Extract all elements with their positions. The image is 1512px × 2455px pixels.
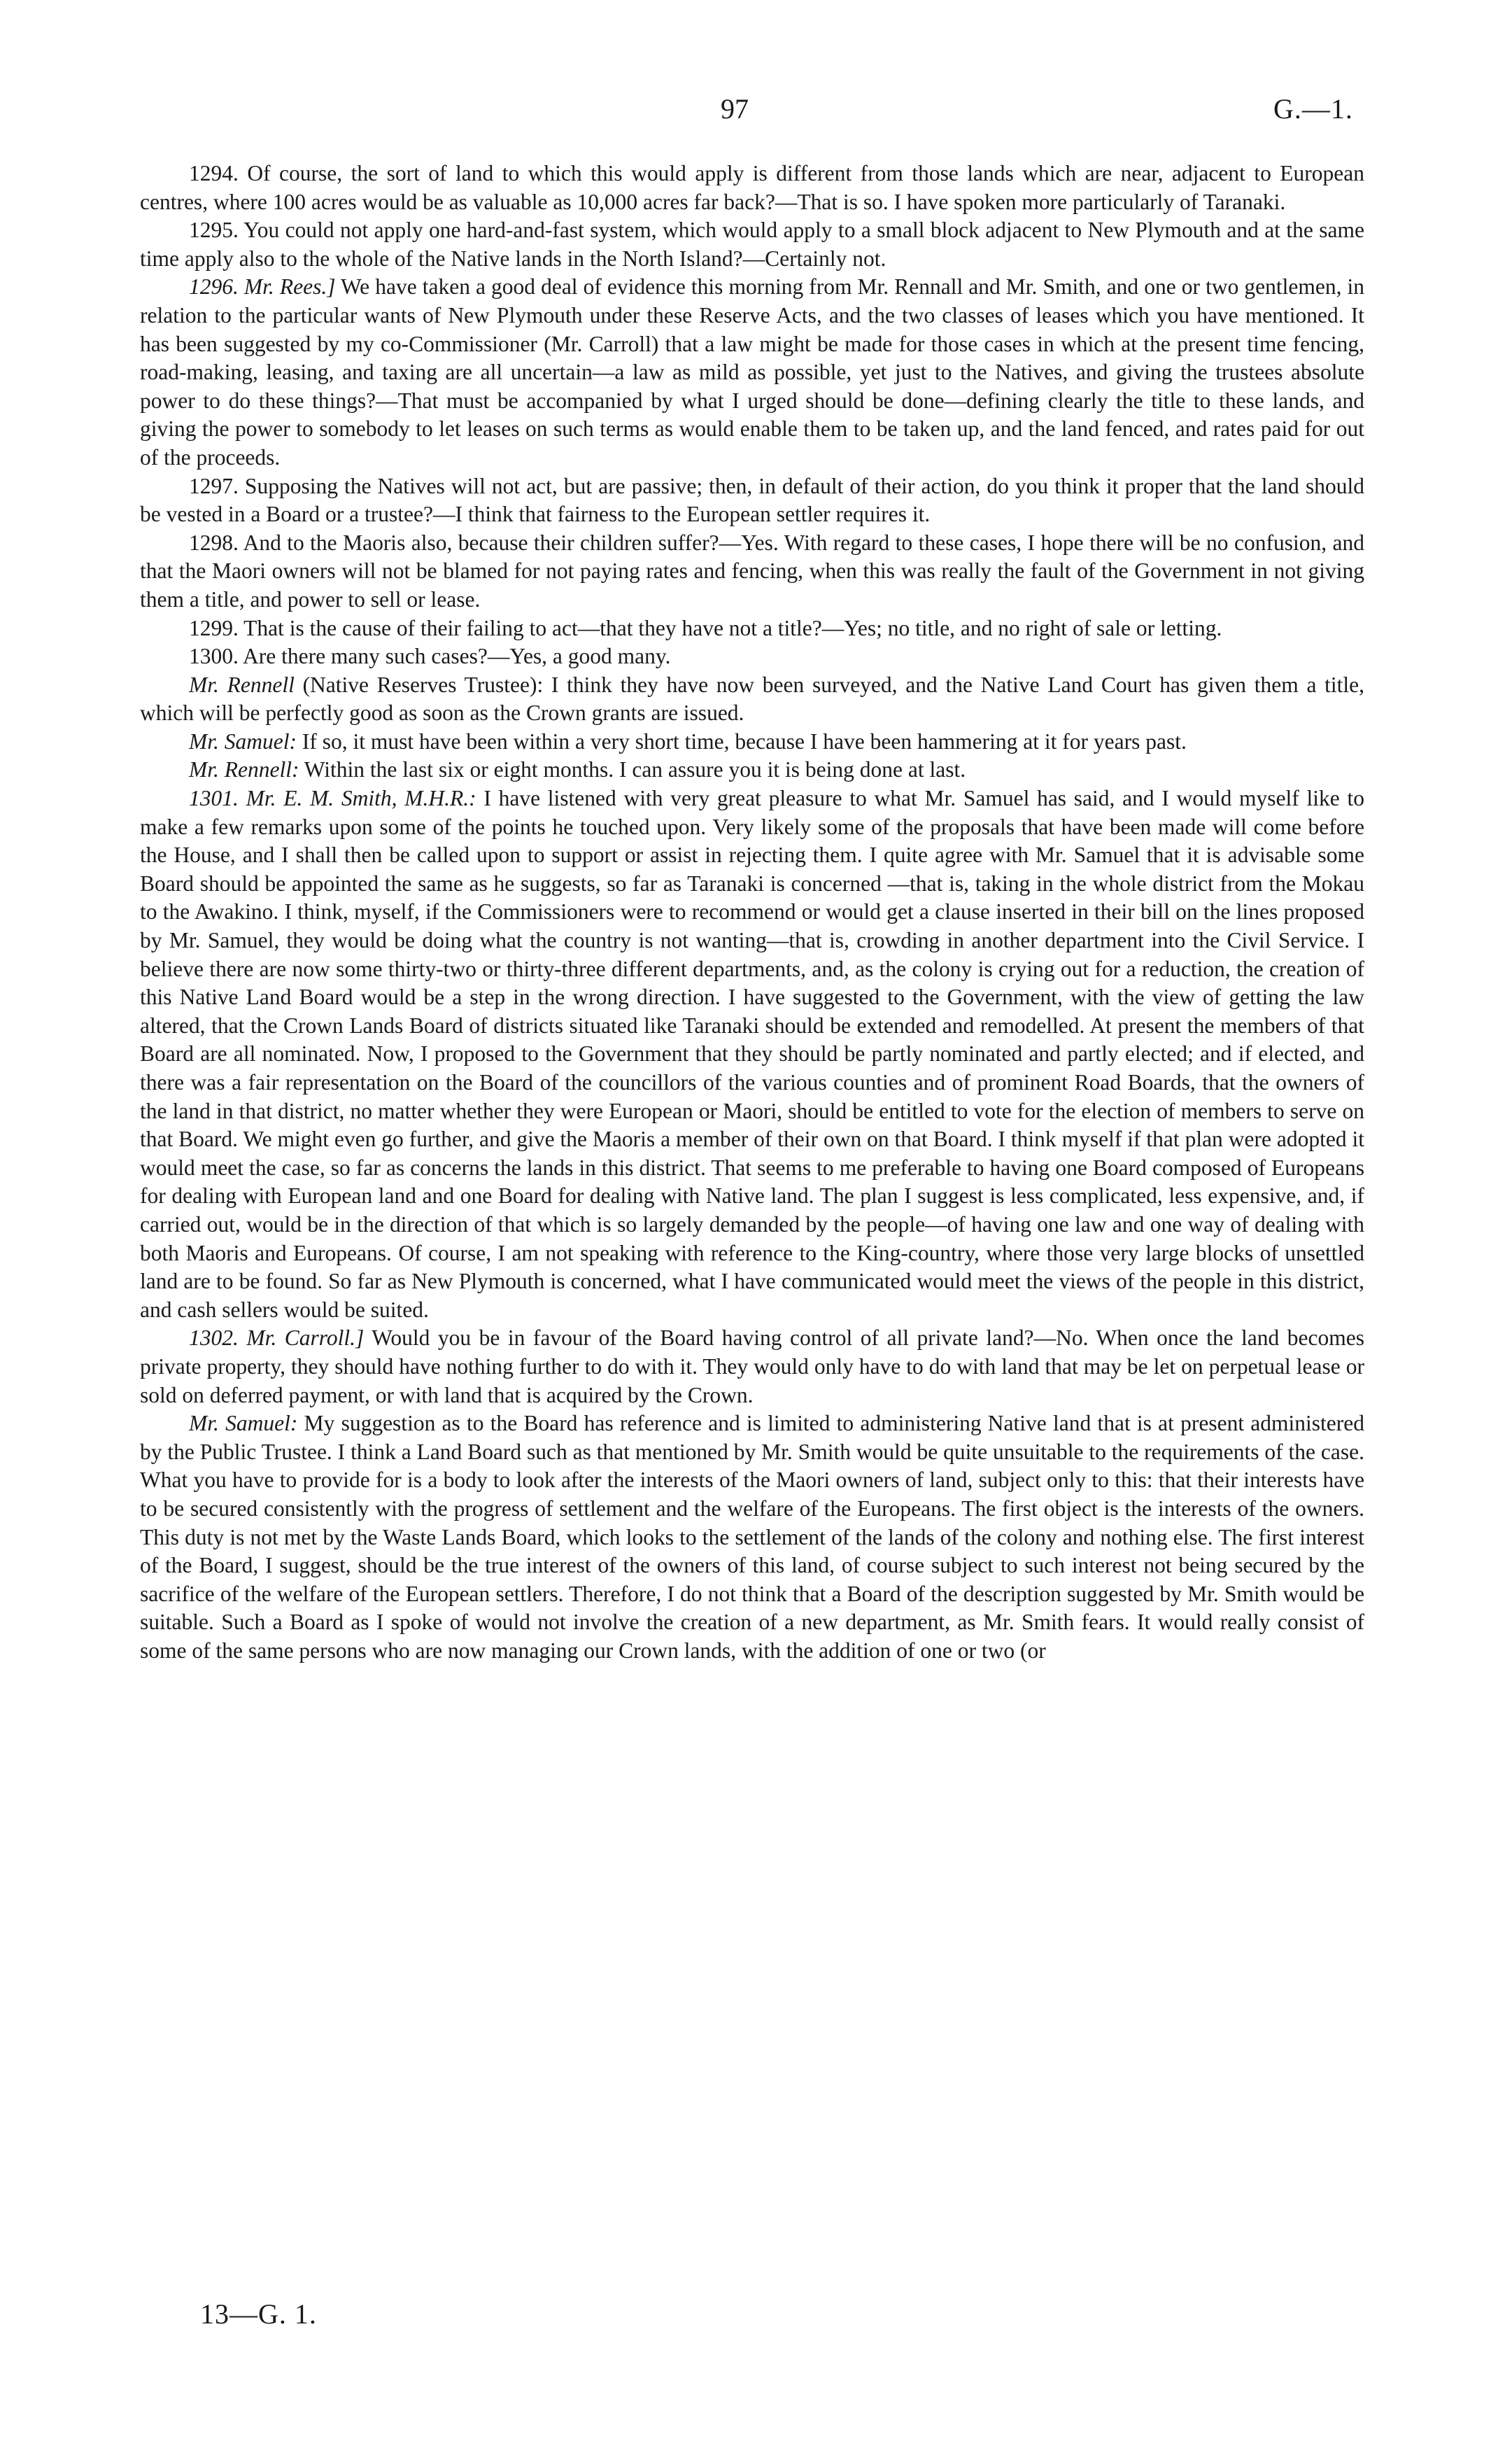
paragraph-text: Within the last six or eight months. I can assure you it is being done at last. [304,757,966,782]
paper-reference: G.—1. [1273,93,1353,125]
page-number: 97 [721,93,749,125]
paragraph [140,1409,1364,1665]
speaker-label: 1302. Mr. Carroll.] [189,1325,365,1351]
paragraph [140,273,1364,472]
paragraph-text: 1299. That is the cause of their failing to act—that they have not a title?—Yes; no title, and no right of sale or letting. [189,615,1222,640]
speaker-label: Mr. Rennell [189,672,295,697]
paragraph-text: (Native Reserves Trustee): I think they have now been surveyed, and the Native Land Court has given them a title, which will be perfectly good as soon as the Crown grants are issued. [140,672,1365,726]
paragraph [140,472,1364,529]
speaker-label: 1296. Mr. Rees.] [189,274,336,300]
paragraph [140,785,1364,1324]
evidence-text [140,160,1364,1665]
paragraph-text: Would you be in favour of the Board having control of all private land?—No. When once the land becomes private property, they should have nothing further to do with it. They would only have to do with land that may be let on perpetual lease or sold on deferred payment, or with land that is acquired by the Crown. [140,1325,1364,1407]
paragraph [140,756,1364,785]
paragraph [140,1324,1364,1409]
paragraph [140,160,1364,216]
paragraph-text: 1294. Of course, the sort of land to which this would apply is different from those lands which are near, adjacent to European centres, where 100 acres would be as valuable as 10,000 acres far back?—That is so. I have spoken more particularly of Taranaki. [140,161,1364,214]
paragraph [140,728,1364,757]
paragraph-text: 1297. Supposing the Natives will not act, but are passive; then, in default of their action, do you think it proper that the land should be vested in a Board or a trustee?—I think that fairness to the European settler requires it. [140,473,1364,527]
paragraph-text: I have listened with very great pleasure to what Mr. Samuel has said, and I would myself like to make a few remarks upon some of the points he touched upon. Very likely some of the proposals that have been made will come before the House, and I shall then be called upon to support or assist in rejecting them. I quite agree with Mr. Samuel that it is advisable some Board should be appointed the same as he suggests, so far as Taranaki is concerned —that is, taking in the whole district from the Mokau to the Awakino. I think, myself, if the Commissioners were to recommend or would get a clause inserted in their bill on the lines proposed by Mr. Samuel, they would be doing what the country is not wanting—that is, crowding in another department into the Civil Service. I believe there are now some thirty-two or thirty-three different departments, and, as the colony is crying out for a reduction, the creation of this Native Land Board would be a step in the wrong direction. I have suggested to the Government, with the view of getting the law altered, that the Crown Lands Board of districts situated like Taranaki should be extended and remodelled. At present the members of that Board are all nominated. Now, I proposed to the Government that they should be partly nominated and partly elected; and if elected, and there was a fair representation on the Board of the councillors of the various counties and of prominent Road Boards, that the owners of the land in that district, no matter whether they were European or Maori, should be entitled to vote for the election of members to serve on that Board. We might even go further, and give the Maoris a member of their own on that Board. I think myself if that plan were adopted it would meet the case, so far as concerns the lands in this district. That seems to me preferable to having one Board composed of Europeans for dealing with European land and one Board for dealing with Native land. The plan I suggest is less complicated, less expensive, and, if carried out, would be in the direction of that which is so largely demanded by the people—of having one law and one way of dealing with both Maoris and Europeans. Of course, I am not speaking with reference to the King-country, where those very large blocks of unsettled land are to be found. So far as New Plymouth is concerned, what I have communicated would meet the views of the people in this district, and cash sellers would be suited. [140,786,1364,1322]
paragraph-text: My suggestion as to the Board has reference and is limited to administering Native land that is at present administered by the Public Trustee. I think a Land Board such as that mentioned by Mr. Smith would be quite unsuitable to the requirements of the case. What you have to provide for is a body to look after the interests of the Maori owners of land, subject only to this: that their interests have to be secured consistently with the progress of settlement and the welfare of the Europeans. The first object is the interests of the owners. This duty is not met by the Waste Lands Board, which looks to the settlement of the lands of the colony and nothing else. The first interest of the Board, I suggest, should be the true interest of the owners of this land, of course subject to such interest not being secured by the sacrifice of the welfare of the European settlers. Therefore, I do not think that a Board of the description suggested by Mr. Smith would be suitable. Such a Board as I spoke of would not involve the creation of a new department, as Mr. Smith fears. It would really consist of some of the same persons who are now managing our Crown lands, with the addition of one or two (or [140,1411,1365,1663]
signature-mark: 13—G. 1. [200,2298,317,2330]
paragraph-text: 1295. You could not apply one hard-and-fast system, which would apply to a small block adjacent to New Plymouth and at the same time apply also to the whole of the Native lands in the North Island?—Certainly not. [140,218,1364,271]
speaker-label: Mr. Samuel: [189,1411,298,1436]
paragraph-text: If so, it must have been within a very short time, because I have been hammering at it for years past. [302,729,1187,754]
paragraph [140,671,1364,728]
paragraph-text: We have taken a good deal of evidence this morning from Mr. Rennall and Mr. Smith, and one or two gentlemen, in relation to the particular wants of New Plymouth under these Reserve Acts, and the two classes of leases which you have mentioned. It has been suggested by my co-Commissioner (Mr. Carroll) that a law might be made for those cases in which at the present time fencing, road-making, leasing, and taxing are all uncertain—a law as mild as possible, yet just to the Natives, and giving the trustees absolute power to do these things?—That must be accompanied by what I urged should be done—defining clearly the title to these lands, and giving the power to somebody to let leases on such terms as would enable them to be taken up, and the land fenced, and rates paid for out of the proceeds. [140,274,1364,470]
paragraph [140,642,1364,671]
speaker-label: Mr. Samuel: [189,729,297,754]
paragraph [140,614,1364,643]
paragraph [140,529,1364,614]
paragraph [140,216,1364,273]
speaker-label: 1301. Mr. E. M. Smith, M.H.R.: [189,786,476,811]
paragraph-text: 1298. And to the Maoris also, because their children suffer?—Yes. With regard to these cases, I hope there will be no confusion, and that the Maori owners will not be blamed for not paying rates and fencing, when this was really the fault of the Government in not giving them a title, and power to sell or lease. [140,530,1364,612]
paragraph-text: 1300. Are there many such cases?—Yes, a good many. [189,644,671,669]
speaker-label: Mr. Rennell: [189,757,299,782]
